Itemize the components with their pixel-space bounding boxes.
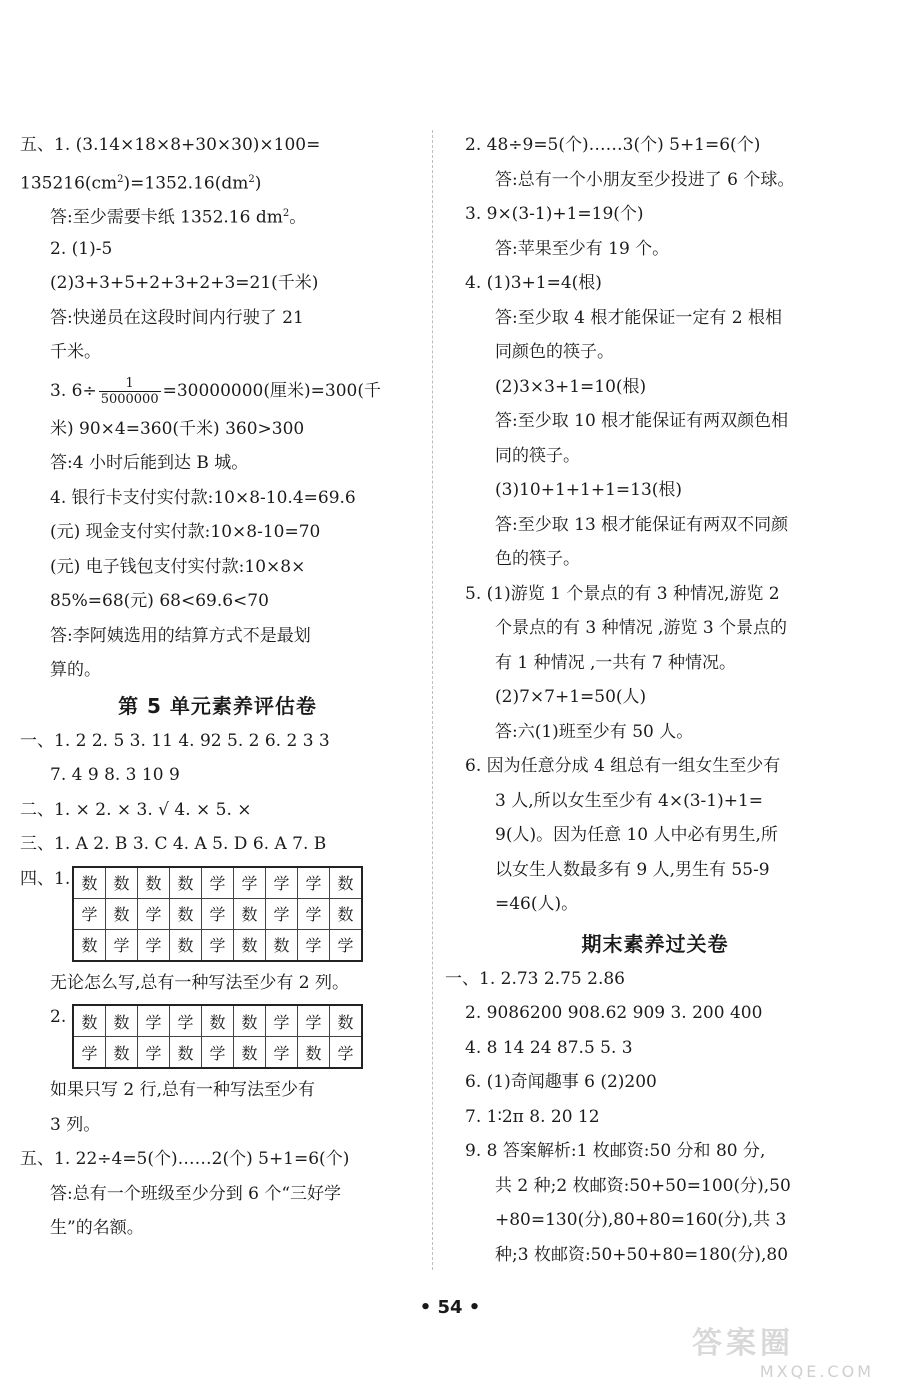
grid-cell: 学 xyxy=(266,1005,298,1037)
answer-line: 2. 48÷9=5(个)……3(个) 5+1=6(个) xyxy=(465,135,761,155)
answer-line: 答:至少取 13 根才能保证有两双不同颜 xyxy=(495,514,789,535)
grid-cell: 数 xyxy=(106,867,138,899)
grid-cell: 学 xyxy=(202,898,234,929)
answer-text: 答:至少需要卡纸 1352.16 dm xyxy=(50,207,283,228)
grid-cell: 学 xyxy=(234,867,266,899)
grid-cell: 学 xyxy=(138,1037,170,1069)
answer-line: 2. 9086200 908.62 909 3. 200 400 xyxy=(465,1003,763,1023)
grid-row xyxy=(73,1037,362,1069)
grid-cell: 学 xyxy=(266,898,298,929)
grid-cell: 数 xyxy=(170,898,202,929)
answer-line: 85%=68(元) 68<69.6<70 xyxy=(50,591,269,611)
grid-cell: 数 xyxy=(73,867,106,899)
grid-cell: 学 xyxy=(202,1037,234,1069)
answer-line: 9(人)。因为任意 10 人中必有男生,所 xyxy=(495,825,778,845)
question-label: 四、1. xyxy=(20,868,71,889)
grid-cell: 数 xyxy=(234,898,266,929)
grid-answer-2 xyxy=(20,1000,415,1073)
character-grid-2 xyxy=(72,1004,363,1069)
grid-cell: 学 xyxy=(138,898,170,929)
answer-line: 答:总有一个班级至少分到 6 个“三好学 xyxy=(50,1183,342,1204)
answer-line: 一、1. 2.73 2.75 2.86 xyxy=(445,968,625,989)
answer-line: 4. (1)3+1=4(根) xyxy=(465,273,602,293)
answer-line: (3)10+1+1+1=13(根) xyxy=(495,480,683,500)
answer-line: 一、1. 2 2. 5 3. 11 4. 92 5. 2 6. 2 3 3 xyxy=(20,730,330,751)
answer-line: =46(人)。 xyxy=(495,894,579,914)
grid-cell: 数 xyxy=(138,867,170,899)
answer-line: (元) 现金支付实付款:10×8-10=70 xyxy=(50,522,321,542)
answer-line: 3 列。 xyxy=(50,1114,101,1135)
column-divider xyxy=(432,130,433,1270)
grid-cell: 数 xyxy=(234,1037,266,1069)
answer-text: =30000000(厘米)=300(千 xyxy=(162,380,381,401)
answer-line: 4. 银行卡支付实付款:10×8-10.4=69.6 xyxy=(50,487,356,508)
grid-cell: 学 xyxy=(138,1005,170,1037)
superscript: 2 xyxy=(282,208,290,219)
answer-line: 答:李阿姨选用的结算方式不是最划 xyxy=(50,625,311,646)
grid-cell: 数 xyxy=(234,1005,266,1037)
answer-line: 五、1. 22÷4=5(个)……2(个) 5+1=6(个) xyxy=(20,1149,350,1169)
answer-line: 米) 90×4=360(千米) 360>300 xyxy=(50,418,305,439)
answer-line: 五、1. (3.14×18×8+30×30)×100= xyxy=(20,135,321,155)
answer-line: 无论怎么写,总有一种写法至少有 2 列。 xyxy=(50,972,350,993)
grid-cell: 数 xyxy=(170,1037,202,1069)
answer-line: 同颜色的筷子。 xyxy=(495,342,614,362)
answer-line: 答:至少取 10 根才能保证有两双颜色相 xyxy=(495,411,789,431)
grid-cell: 数 xyxy=(202,1005,234,1037)
grid-cell: 学 xyxy=(170,1005,202,1037)
grid-cell: 数 xyxy=(73,1005,106,1037)
fraction-denominator: 5000000 xyxy=(100,391,159,407)
answer-line: 有 1 种情况 ,一共有 7 种情况。 xyxy=(495,652,737,673)
answer-line: 答:4 小时后能到达 B 城。 xyxy=(50,453,249,473)
answer-text: 135216(cm xyxy=(20,173,118,194)
superscript: 2 xyxy=(248,173,255,185)
grid-cell: 学 xyxy=(73,1037,106,1069)
grid-cell: 学 xyxy=(330,929,363,961)
right-column xyxy=(445,128,845,1272)
grid-cell: 学 xyxy=(298,898,330,929)
answer-line: 生”的名额。 xyxy=(50,1218,144,1238)
answer-line: (2)3×3+1=10(根) xyxy=(495,376,647,397)
answer-line: +80=130(分),80+80=160(分),共 3 xyxy=(495,1210,787,1230)
page-number: • 54 • xyxy=(419,1297,481,1318)
answer-line: 6. (1)奇闻趣事 6 (2)200 xyxy=(465,1072,657,1092)
answer-line: 3 人,所以女生至少有 4×(3-1)+1= xyxy=(495,790,764,811)
grid-cell: 数 xyxy=(170,867,202,899)
grid-row xyxy=(73,1005,362,1037)
answer-line xyxy=(20,370,415,412)
fraction xyxy=(99,376,161,407)
answer-line: (2)7×7+1=50(人) xyxy=(495,687,647,707)
answer-line: 种;3 枚邮资:50+50+80=180(分),80 xyxy=(495,1244,789,1265)
grid-cell: 数 xyxy=(106,1005,138,1037)
answer-line: 个景点的有 3 种情况 ,游览 3 个景点的 xyxy=(495,618,788,638)
grid-cell: 学 xyxy=(266,867,298,899)
answer-line: 2. (1)-5 xyxy=(50,238,113,259)
grid-cell: 学 xyxy=(202,867,234,899)
answer-line: 9. 8 答案解析:1 枚邮资:50 分和 80 分, xyxy=(465,1141,766,1161)
answer-line: 千米。 xyxy=(50,342,101,362)
grid-cell: 学 xyxy=(298,867,330,899)
watermark-text: 答案圈 xyxy=(692,1326,794,1361)
answer-line: 4. 8 14 24 87.5 5. 3 xyxy=(465,1037,633,1058)
answer-line: 7. 1∶2π 8. 20 12 xyxy=(465,1106,600,1127)
grid-cell: 学 xyxy=(138,929,170,961)
grid-row xyxy=(73,898,362,929)
answer-line: 答:六(1)班至少有 50 人。 xyxy=(495,721,694,742)
answer-line: 答:总有一个小朋友至少投进了 6 个球。 xyxy=(495,169,795,190)
grid-cell: 学 xyxy=(298,1005,330,1037)
grid-cell: 学 xyxy=(106,929,138,961)
watermark-url: MXQE.COM xyxy=(759,1362,874,1381)
grid-cell: 数 xyxy=(330,867,363,899)
grid-cell: 学 xyxy=(73,898,106,929)
answer-line: 答:苹果至少有 19 个。 xyxy=(495,238,670,259)
grid-row xyxy=(73,929,362,961)
grid-cell: 数 xyxy=(330,1005,363,1037)
grid-cell: 数 xyxy=(170,929,202,961)
answer-line: 3. 9×(3-1)+1=19(个) xyxy=(465,204,644,224)
answer-line: 算的。 xyxy=(50,660,101,680)
answer-line: 以女生人数最多有 9 人,男生有 55-9 xyxy=(495,859,770,880)
grid-cell: 学 xyxy=(330,1037,363,1069)
answer-line: 答:快递员在这段时间内行驶了 21 xyxy=(50,307,304,328)
grid-cell: 数 xyxy=(330,898,363,929)
grid-cell: 数 xyxy=(234,929,266,961)
answer-line: 5. (1)游览 1 个景点的有 3 种情况,游览 2 xyxy=(465,583,780,604)
grid-cell: 数 xyxy=(106,898,138,929)
fraction-numerator: 1 xyxy=(99,376,161,392)
watermark-logo xyxy=(692,1318,882,1384)
answer-line: 二、1. × 2. × 3. √ 4. × 5. × xyxy=(20,799,252,820)
grid-cell: 数 xyxy=(266,929,298,961)
answer-line: 6. 因为任意分成 4 组总有一组女生至少有 xyxy=(465,756,781,776)
answer-line: 同的筷子。 xyxy=(495,445,580,466)
grid-cell: 学 xyxy=(266,1037,298,1069)
question-label: 2. xyxy=(50,1007,67,1027)
grid-cell: 数 xyxy=(73,929,106,961)
grid-row xyxy=(73,867,362,899)
grid-cell: 数 xyxy=(106,1037,138,1069)
grid-cell: 学 xyxy=(202,929,234,961)
answer-text: )=1352.16(dm xyxy=(123,173,249,194)
superscript: 2 xyxy=(117,173,124,185)
answer-line: 如果只写 2 行,总有一种写法至少有 xyxy=(50,1080,316,1100)
answer-line: 答:至少取 4 根才能保证一定有 2 根相 xyxy=(495,307,782,328)
answer-line: 色的筷子。 xyxy=(495,549,580,569)
answer-line xyxy=(20,163,415,198)
answer-line: (2)3+3+5+2+3+2+3=21(千米) xyxy=(50,273,319,293)
grid-cell: 学 xyxy=(298,929,330,961)
answer-text: 。 xyxy=(289,207,307,228)
answer-line: 7. 4 9 8. 3 10 9 xyxy=(50,765,180,785)
grid-answer-1 xyxy=(20,862,415,966)
character-grid-1 xyxy=(72,866,363,962)
answer-line: (元) 电子钱包支付实付款:10×8× xyxy=(50,556,306,577)
section-title: 第 5 单元素养评估卷 xyxy=(118,693,317,718)
answer-line: 三、1. A 2. B 3. C 4. A 5. D 6. A 7. B xyxy=(20,834,327,854)
grid-cell: 数 xyxy=(298,1037,330,1069)
answer-line: 共 2 种;2 枚邮资:50+50=100(分),50 xyxy=(495,1175,791,1196)
answer-text: 3. 6÷ xyxy=(50,380,97,401)
answer-line xyxy=(20,197,415,232)
answer-text: ) xyxy=(254,173,262,194)
section-title: 期末素养过关卷 xyxy=(581,931,729,956)
left-column xyxy=(20,128,415,1246)
